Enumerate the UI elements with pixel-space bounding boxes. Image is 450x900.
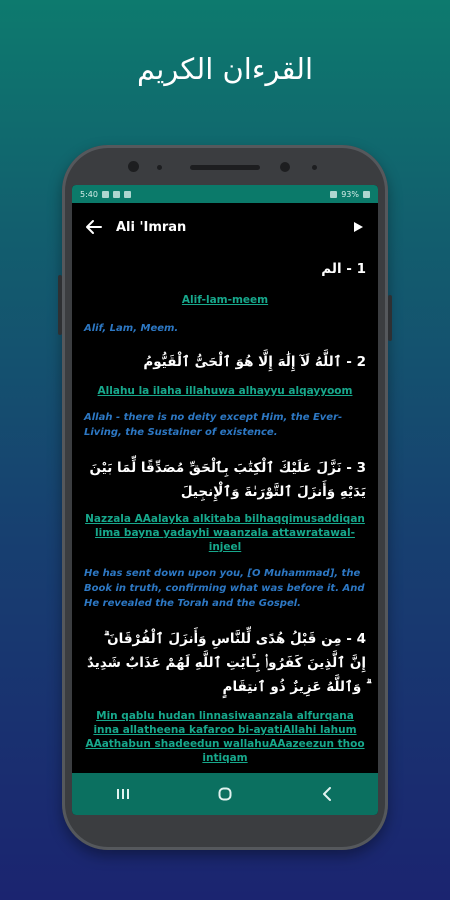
phone-screen — [72, 185, 378, 815]
verse-translation: He has sent down upon you, [O Muhammad], the Book in truth, confirming what was before it. And He revealed the Torah and the Gospel. — [84, 568, 365, 609]
verse-transliteration[interactable]: Allahu la ilaha illahuwa alhayyu alqayyoom — [97, 385, 353, 397]
phone-side-button — [388, 295, 392, 341]
proximity-sensor — [280, 162, 290, 172]
verse-transliteration[interactable]: Nazzala AAalayka alkitaba bilhaqqimusaddiqan lima bayna yadayhi waanzala attawratawal-injeel — [85, 513, 365, 553]
verse-arabic: 3 - نَزَّلَ عَلَيْكَ ٱلْكِتَٰبَ بِٱلْحَقِّ مُصَدِّقًا لِّمَا بَيْنَ يَدَيْهِ وَأَنزَلَ ٱلتَّوْرَىٰةَ وَٱلْإِنجِيلَ — [89, 460, 366, 500]
promo-headline: القرءان الكريم — [136, 52, 314, 86]
verse-translation: Alif, Lam, Meem. — [84, 323, 179, 334]
recents-button[interactable] — [93, 773, 153, 815]
status-bar — [72, 185, 378, 203]
arrow-left-icon — [85, 218, 103, 236]
verse-arabic: 4 - مِن قَبْلُ هُدًى لِّلنَّاسِ وَأَنزَلَ ٱلْفُرْقَانَ ۗ إِنَّ ٱلَّذِينَ كَفَرُوا۟ بِـَٔايَٰتِ ٱللَّهِ لَهُمْ عَذَابٌ شَدِيدٌ ۗ وَٱللَّهُ عَزِيزٌ ذُو ٱنتِقَامٍ — [86, 631, 366, 695]
notification-icon — [102, 191, 109, 198]
home-button[interactable] — [195, 773, 255, 815]
back-chevron-icon — [322, 787, 332, 801]
signal-icon — [330, 191, 337, 198]
app-bar — [72, 203, 378, 251]
play-button[interactable] — [338, 203, 378, 251]
system-nav-bar — [72, 773, 378, 815]
phone-volume-button — [58, 275, 62, 335]
play-icon — [352, 221, 364, 233]
battery-icon — [363, 191, 370, 198]
verse-list[interactable] — [72, 251, 378, 773]
back-button[interactable] — [72, 203, 116, 251]
front-camera — [128, 161, 139, 172]
verse-transliteration[interactable]: Alif-lam-meem — [181, 294, 269, 306]
status-time: 5:40 — [80, 189, 98, 199]
surah-title: Ali 'Imran — [116, 219, 187, 235]
shield-icon — [113, 191, 120, 198]
sensor-dot — [157, 165, 162, 170]
verse-item — [84, 350, 366, 440]
battery-level: 93% — [341, 189, 359, 199]
verse-transliteration[interactable]: Min qablu hudan linnasiwaanzala alfurqana inna allatheena kafaroo bi-ayatiAllahi lahum AAathabun shadeedun wallahuAAazeezun thoo intiqam — [85, 710, 365, 764]
nav-back-button[interactable] — [297, 773, 357, 815]
phone-frame — [62, 145, 388, 850]
home-icon — [218, 787, 232, 801]
verse-translation: Allah - there is no deity except Him, the Ever-Living, the Sustainer of existence. — [84, 412, 343, 438]
sensor-dot-2 — [312, 165, 317, 170]
verse-arabic: 1 - الم — [321, 261, 366, 277]
verse-item — [84, 456, 366, 611]
image-icon — [124, 191, 131, 198]
verse-item — [84, 627, 366, 765]
verse-item — [84, 257, 366, 336]
recents-icon — [116, 788, 130, 800]
verse-arabic: 2 - ٱللَّهُ لَآ إِلَٰهَ إِلَّا هُوَ ٱلْحَىُّ ٱلْقَيُّومُ — [143, 354, 366, 370]
earpiece-speaker — [190, 165, 260, 170]
